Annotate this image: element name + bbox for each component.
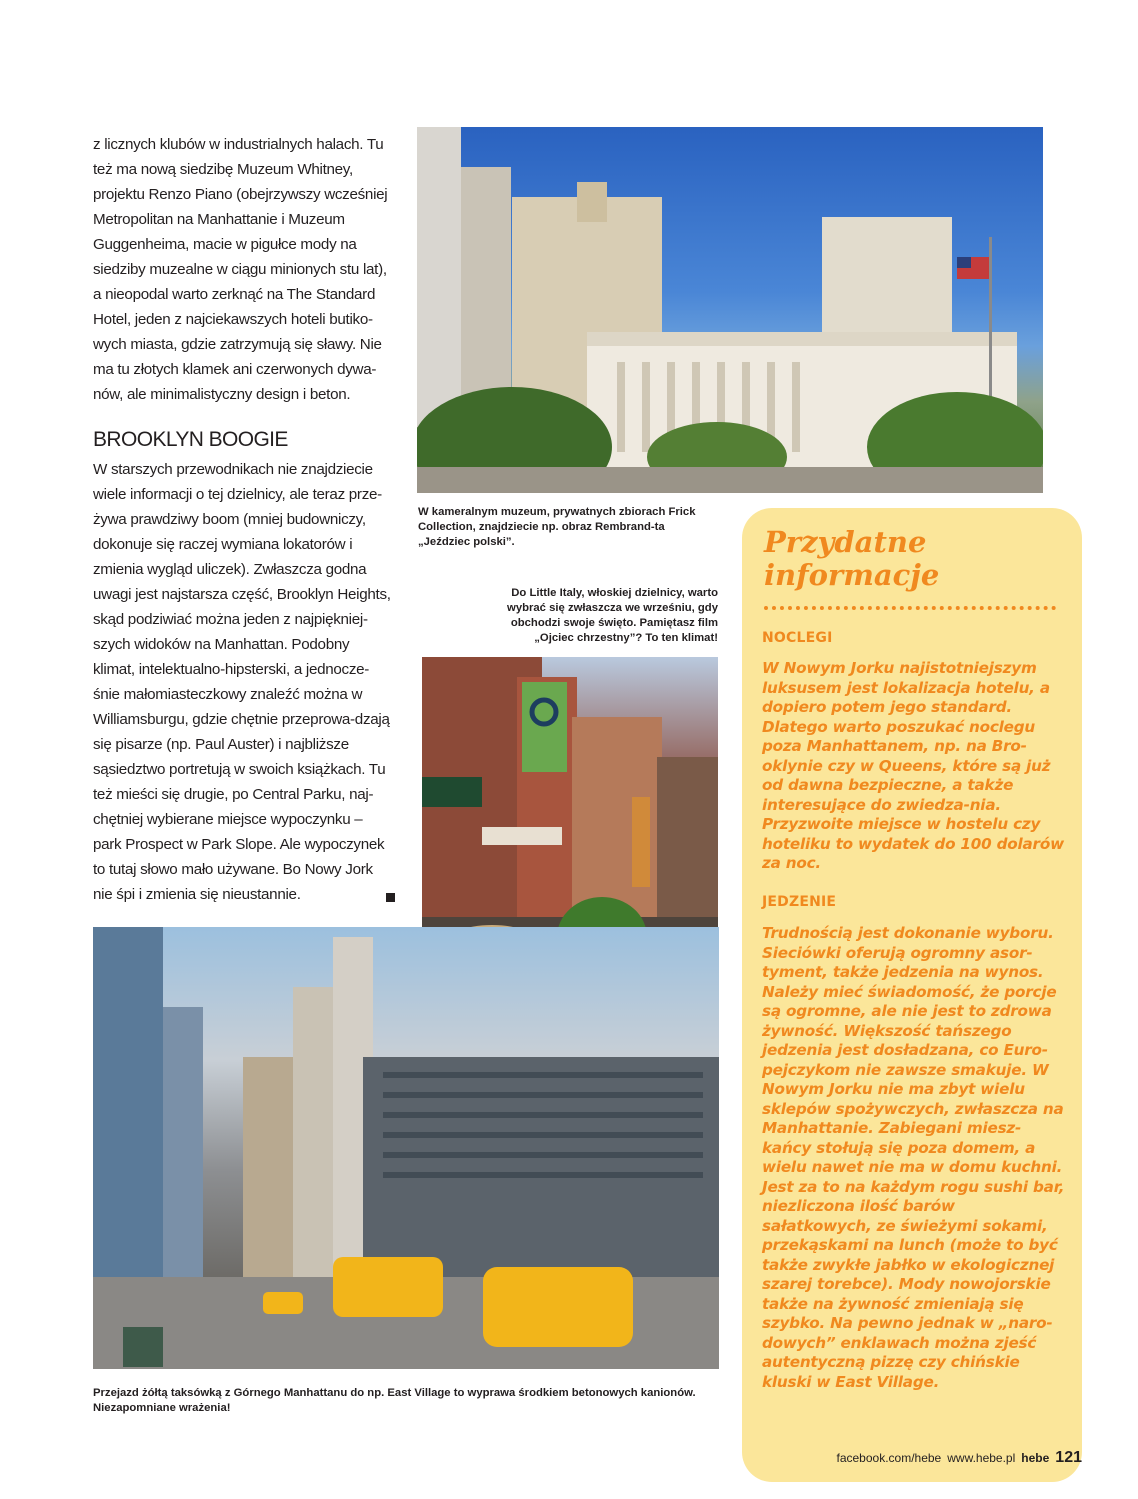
taxi-street-photo: [93, 927, 719, 1369]
jedzenie-text: Trudnością jest dokonanie wyboru. Sieciówki oferują ogromny asor-tyment, także jedzenia na wynos. Należy mieć świadomość, że porcje są ogromne, ale nie jest to zdrowa żywność. Większość tańszego jedzenia jest dosładzana, co Euro-pejczykom nie zawsze smakuje. W Nowym Jorku nie ma zbyt wielu sklepów spożywczych, zwłaszcza na Manhattanie. Zabiegani miesz-kańcy stołują się poza domem, a wielu nawet nie ma w domu kuchni. Jest za to na każdym rogu sushi bar, niezliczona ilość barów sałatkowych, ze świeżymi sokami, przekąskami na lunch (może to być także zwykłe jabłko w ekologicznej szarej torebce). Mody nowojorskie także na żywność zmieniają się szybko. Na pewno jednak w „naro-dowych” enklawach można zjeść autentyczną pizzę czy chińskie kluski w East Village.: [762, 924, 1065, 1391]
info-box-title: [764, 526, 939, 592]
taxi-caption: Przejazd żółtą taksówką z Górnego Manhattanu do np. East Village to wyprawa środkiem betonowych kanionów. Niezapomniane wrażenia!: [93, 1387, 696, 1414]
page-footer: [836, 1449, 1082, 1467]
frick-collection-photo: [417, 127, 1043, 493]
paragraph-text: z licznych klubów w industrialnych halach. Tu też ma nową siedzibę Muzeum Whitney, projektu Renzo Piano (obejrzywszy wcześniej Metropolitan na Manhattanie i Muzeum Guggenheima, macie w pigułce mody na siedziby muzealne w ciągu minionych stu lat), a nieopodal warto zerknąć na The Standard Hotel, jeden z najciekawszych hoteli butiko-wych miasta, gdzie zatrzymują się sławy. Nie ma tu złotych klamek ani czerwonych dywa-nów, ale minimalistyczny design i beton.: [93, 136, 388, 403]
page-number: 121: [1055, 1449, 1082, 1466]
end-of-article-mark: [386, 893, 395, 902]
article-paragraph-2: [93, 457, 393, 907]
dotted-divider: [764, 606, 1056, 618]
section-heading: BROOKLYN BOOGIE: [93, 428, 288, 451]
little-italy-caption: Do Little Italy, włoskiej dzielnicy, warto wybrać się zwłaszcza we wrześniu, gdy obchodzi swoje święto. Pamiętasz film „Ojciec chrzestny”? To ten klimat!: [507, 587, 718, 644]
jedzenie-heading: JEDZENIE: [762, 894, 837, 910]
article-paragraph-1: [93, 132, 393, 407]
brand-logo: hebe: [1021, 1451, 1050, 1465]
useful-info-box: [742, 508, 1082, 1482]
info-box-title-line-2: informacje: [764, 558, 940, 592]
frick-caption: W kameralnym muzeum, prywatnych zbiorach Frick Collection, znajdziecie np. obraz Rembrand-ta „Jeździec polski”.: [418, 506, 696, 548]
facebook-link[interactable]: facebook.com/hebe: [836, 1451, 942, 1465]
website-link[interactable]: www.hebe.pl: [947, 1451, 1016, 1465]
paragraph-text: W starszych przewodnikach nie znajdziecie wiele informacji o tej dzielnicy, ale teraz prze-żywa prawdziwy boom (mniej budowniczy, dokonuje się raczej wymiana lokatorów i zmienia wygląd uliczek). Zwłaszcza godna uwagi jest najstarsza część, Brooklyn Heights, skąd podziwiać można jeden z najpiękniej-szych widoków na Manhattan. Podobny klimat, intelektualno-hipsterski, a jednocze-śnie małomiasteczkowy znaleźć można w Williamsburgu, gdzie chętnie przeprowa-dzają się pisarze (np. Paul Auster) i najbliższe sąsiedztwo portretują w swoich książkach. Tu też mieści się drugie, po Central Parku, naj-chętniej wybierane miejsce wypoczynku – park Prospect w Park Slope. Ale wypoczynek to tutaj słowo mało używane. Bo Nowy Jork nie śpi i zmienia się nieustannie.: [93, 461, 391, 903]
noclegi-text: W Nowym Jorku najistotniejszym luksusem jest lokalizacja hotelu, a dopiero potem jego standard. Dlatego warto poszukać noclegu poza Manhattanem, np. na Bro-oklynie czy w Queens, które są już od dawna bezpieczne, a także interesujące do zwiedza-nia. Przyzwoite miejsce w hostelu czy hoteliku to wydatek do 100 dolarów za noc.: [762, 659, 1064, 872]
noclegi-heading: NOCLEGI: [762, 630, 833, 646]
info-box-title-line-1: Przydatne: [764, 525, 927, 559]
